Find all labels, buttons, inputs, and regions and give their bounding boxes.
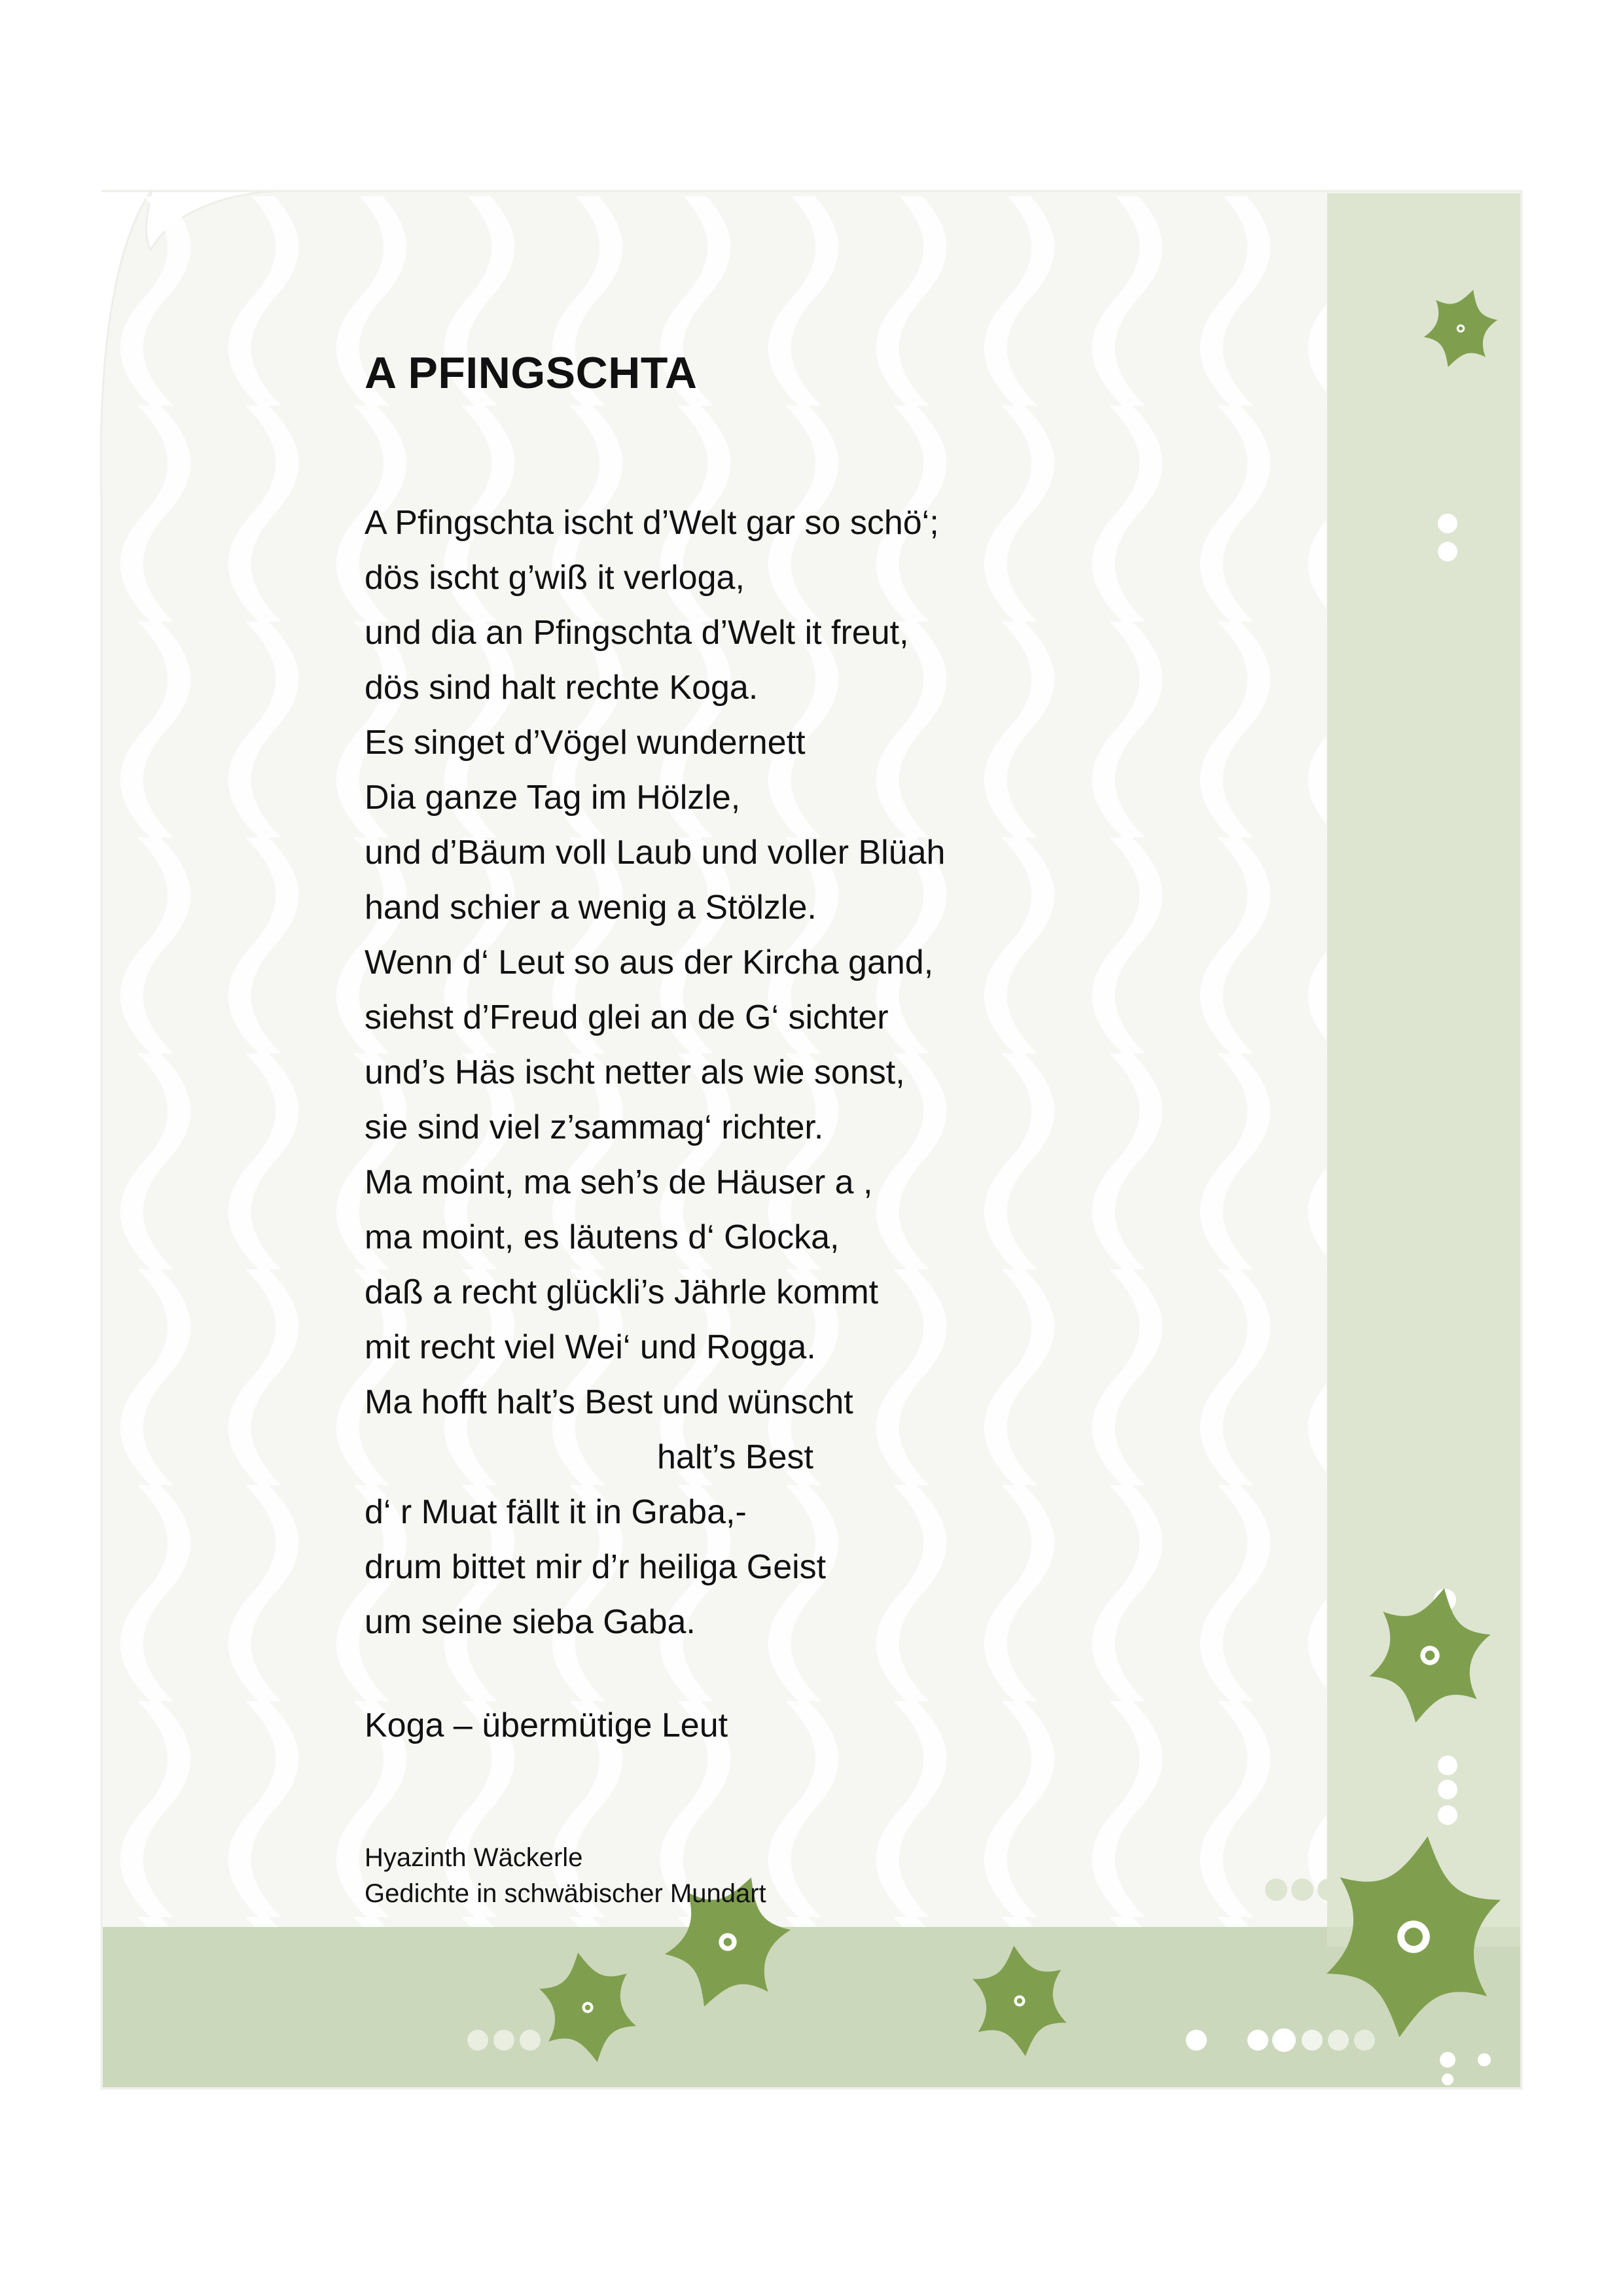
poem-line: und d’Bäum voll Laub und voller Blüah	[365, 834, 946, 872]
poem-line: daß a recht glückli’s Jährle kommt	[365, 1273, 879, 1311]
poem-line: dös ischt g’wiß it verloga,	[365, 559, 745, 597]
poem-line: drum bittet mir d’r heiliga Geist	[365, 1548, 827, 1586]
author-name: Hyazinth Wäckerle	[365, 1843, 583, 1872]
poem-line: siehst d’Freud glei an de G‘ sichter	[365, 998, 889, 1036]
poem-lines	[365, 495, 945, 1650]
glossary-note: Koga – übermütige Leut	[365, 1706, 728, 1744]
right-green-band	[1327, 193, 1520, 2087]
poem-line: Ma hofft halt’s Best und wünscht	[365, 1383, 853, 1421]
book-title: Gedichte in schwäbischer Mundart	[365, 1879, 766, 1908]
poem-line: sie sind viel z’sammag‘ richter.	[365, 1108, 824, 1146]
poem-line: hand schier a wenig a Stölzle.	[365, 889, 817, 927]
poem-line: und dia an Pfingschta d’Welt it freut,	[365, 614, 909, 652]
poem-title: A PFINGSCHTA	[365, 348, 698, 398]
poem-line-indented: halt’s Best	[657, 1438, 813, 1476]
poem-line: A Pfingschta ischt d’Welt gar so schö‘;	[365, 504, 939, 542]
poem-line: ma moint, es läutens d‘ Glocka,	[365, 1218, 840, 1256]
poem-line: Dia ganze Tag im Hölzle,	[365, 779, 741, 817]
poem-line: um seine sieba Gaba.	[365, 1603, 696, 1641]
poem-line: Ma moint, ma seh’s de Häuser a ,	[365, 1163, 873, 1201]
poem-line: d‘ r Muat fällt it in Graba,-	[365, 1493, 747, 1531]
bottom-green-band	[103, 1927, 1520, 2087]
poem-line: Es singet d’Vögel wundernett	[365, 724, 806, 762]
poem-line: dös sind halt rechte Koga.	[365, 669, 758, 707]
dot-row-bottom-left	[467, 2030, 541, 2051]
poem-line: Wenn d‘ Leut so aus der Kircha gand,	[365, 944, 934, 981]
poem-line: mit recht viel Wei‘ und Rogga.	[365, 1328, 816, 1366]
source-credit	[365, 1840, 766, 1912]
poem-line: und’s Häs ischt netter als wie sonst,	[365, 1053, 905, 1091]
